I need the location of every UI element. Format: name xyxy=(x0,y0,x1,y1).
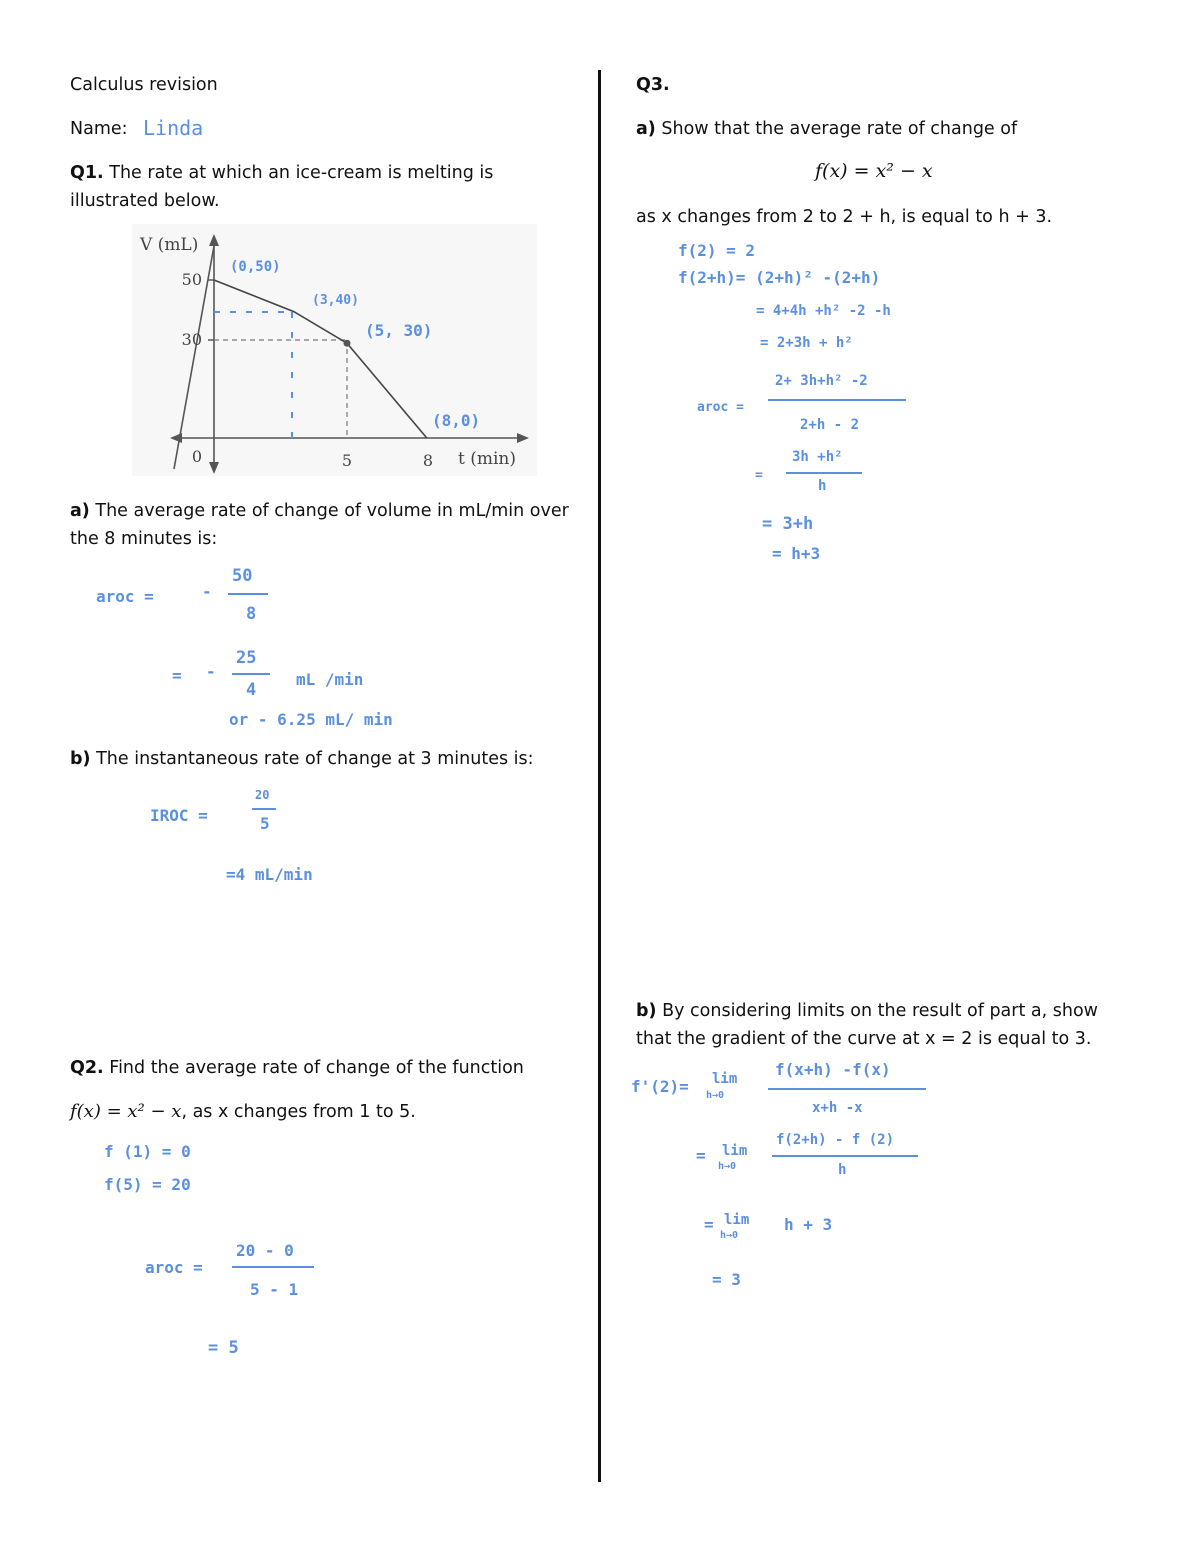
q1a-den2: 4 xyxy=(246,680,257,700)
q3a-line xyxy=(636,115,1017,143)
q2-num: 20 - 0 xyxy=(236,1241,294,1260)
q1a-neg2: - xyxy=(206,662,216,681)
q2-aroc: aroc = xyxy=(145,1258,203,1277)
point-5-30 xyxy=(344,340,351,347)
q2-text: Find the average rate of change of the function xyxy=(109,1058,524,1078)
q1-prompt-2: illustrated below. xyxy=(70,191,220,211)
q3b-lim-2: lim xyxy=(722,1143,748,1159)
q2-work-1: f (1) = 0 xyxy=(104,1142,191,1161)
q3a-num1: 2+ 3h+h² -2 xyxy=(775,373,868,389)
q1b-fraction-bar xyxy=(252,808,276,810)
q3b-expr3: h + 3 xyxy=(784,1215,833,1234)
q1a-label: a) xyxy=(70,501,90,521)
q1a-neg1: - xyxy=(202,582,212,601)
q3a-eq2: = xyxy=(755,468,763,483)
q3a-aroc: aroc = xyxy=(697,400,744,415)
annot-3-40: (3,40) xyxy=(312,293,359,308)
xtick-5: 5 xyxy=(341,451,353,470)
x-axis-label: t (min) xyxy=(458,449,517,469)
q1-line1 xyxy=(70,159,493,187)
melting-graph xyxy=(132,224,537,476)
q3b-fraction-bar-2 xyxy=(772,1155,918,1157)
q2-func-tail: , as x changes from 1 to 5. xyxy=(181,1102,416,1122)
q1a-den1: 8 xyxy=(246,604,257,624)
q1a-or-line: or - 6.25 mL/ min xyxy=(229,710,393,729)
q1b-label: b) xyxy=(70,749,91,769)
q3a-text: Show that the average rate of change of xyxy=(661,119,1018,139)
q3b-result: = 3 xyxy=(712,1270,741,1289)
xtick-0: 0 xyxy=(191,447,202,466)
q1b-text: The instantaneous rate of change at 3 minutes is: xyxy=(96,749,534,769)
q3-label: Q3. xyxy=(636,75,670,95)
q2-result: = 5 xyxy=(208,1338,239,1358)
q3b-f2: f'(2)= xyxy=(631,1077,689,1096)
q1b-num: 20 xyxy=(255,788,270,802)
q3b-sub-3: h→0 xyxy=(720,1230,739,1241)
q2-func: f(x) = x² − x xyxy=(70,1101,182,1122)
q3a-num2: 3h +h² xyxy=(792,449,843,465)
q3b-label: b) xyxy=(636,1001,657,1021)
column-divider xyxy=(598,70,601,1482)
q3b-text-2: that the gradient of the curve at x = 2 is equal to 3. xyxy=(636,1029,1092,1049)
q3b-den1: x+h -x xyxy=(812,1100,863,1116)
q3b-num2: f(2+h) - f (2) xyxy=(776,1132,895,1148)
ytick-30: 30 xyxy=(181,330,202,349)
q2-work-2: f(5) = 20 xyxy=(104,1175,191,1194)
xtick-8: 8 xyxy=(422,451,434,470)
q1a-num2: 25 xyxy=(236,648,257,668)
name-value: Linda xyxy=(143,116,204,140)
q1a-text-2: the 8 minutes is: xyxy=(70,529,218,549)
q3b-sub-1: h→0 xyxy=(706,1090,725,1101)
q1b-den: 5 xyxy=(260,814,270,833)
q3a-work-1: f(2) = 2 xyxy=(678,241,756,260)
q3b-lim-3: lim xyxy=(724,1212,750,1228)
q2-func-line xyxy=(70,1098,416,1126)
q3b-num1: f(x+h) -f(x) xyxy=(775,1060,891,1079)
annot-5-30: (5, 30) xyxy=(365,321,433,340)
y-axis-label: V (mL) xyxy=(140,235,199,255)
q1a-fraction-bar-1 xyxy=(228,593,268,595)
q3a-den1: 2+h - 2 xyxy=(800,417,860,433)
q3b-fraction-bar-1 xyxy=(768,1088,926,1090)
q2-den: 5 - 1 xyxy=(250,1280,299,1299)
q1-label: Q1. xyxy=(70,163,104,183)
q2-fraction-bar xyxy=(232,1266,314,1268)
q3a-den2: h xyxy=(818,478,827,494)
q2-label: Q2. xyxy=(70,1058,104,1078)
annot-0-50: (0,50) xyxy=(230,259,281,275)
q1b-iroc: IROC = xyxy=(150,806,208,825)
q3b-eq3: = xyxy=(704,1215,714,1234)
q3b-eq2: = xyxy=(696,1146,706,1165)
q3b-sub-2: h→0 xyxy=(718,1161,737,1172)
doc-title: Calculus revision xyxy=(70,75,218,95)
q1a-line1 xyxy=(70,497,569,525)
q3a-work-7: = 3+h xyxy=(762,514,814,534)
q1a-aroc: aroc = xyxy=(96,587,154,606)
q3a-fraction-bar-2 xyxy=(786,472,862,474)
ytick-50: 50 xyxy=(181,270,202,289)
q3a-work-8: = h+3 xyxy=(772,544,821,563)
q1a-unit2: mL /min xyxy=(296,670,364,689)
q1a-eq2: = xyxy=(172,666,182,685)
q3b-den2: h xyxy=(838,1162,847,1178)
q3a-work-3: = 4+4h +h² -2 -h xyxy=(756,303,891,319)
q1b-result: =4 mL/min xyxy=(226,865,313,884)
q3a-label: a) xyxy=(636,119,656,139)
q1-prompt-1: The rate at which an ice-cream is melting is xyxy=(109,163,494,183)
q2-line xyxy=(70,1054,524,1082)
q1a-num1: 50 xyxy=(232,566,253,586)
q1b-line xyxy=(70,745,534,773)
q3b-line1 xyxy=(636,997,1098,1025)
q3b-lim-1: lim xyxy=(712,1071,738,1087)
q1a-text-1: The average rate of change of volume in mL/min over xyxy=(95,501,569,521)
annot-8-0: (8,0) xyxy=(432,411,481,430)
q3a-work-2: f(2+h)= (2+h)² -(2+h) xyxy=(678,268,881,287)
q3b-text-1: By considering limits on the result of part a, show xyxy=(662,1001,1098,1021)
q3a-line3: as x changes from 2 to 2 + h, is equal to h + 3. xyxy=(636,207,1053,227)
name-label: Name: xyxy=(70,119,128,139)
q1a-fraction-bar-2 xyxy=(232,673,270,675)
q3a-fraction-bar-1 xyxy=(768,399,906,401)
q3a-func: f(x) = x² − x xyxy=(815,160,933,182)
q3a-work-4: = 2+3h + h² xyxy=(760,335,853,351)
